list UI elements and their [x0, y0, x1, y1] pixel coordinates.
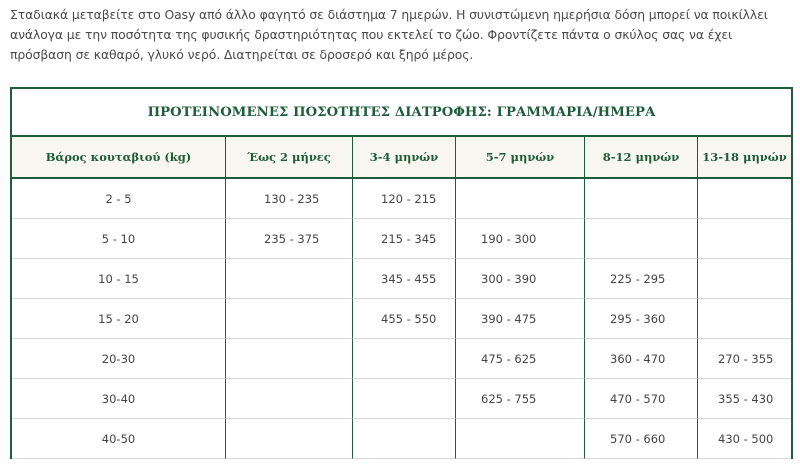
portion-cell: [226, 299, 353, 339]
portion-cell: 270 - 355: [698, 339, 791, 379]
portion-cell: 430 - 500: [698, 419, 791, 459]
portion-cell: 470 - 570: [585, 379, 698, 419]
weight-cell: 15 - 20: [12, 299, 226, 339]
header-13-18-months: 13-18 μηνών: [702, 150, 787, 164]
portion-cell: [226, 339, 353, 379]
portion-cell: 355 - 430: [698, 379, 791, 419]
feeding-table: [10, 87, 793, 459]
portion-cell: [353, 419, 456, 459]
header-up-to-2-months: Έως 2 μήνες: [226, 137, 353, 177]
portion-cell: 295 - 360: [585, 299, 698, 339]
table-row: [12, 379, 791, 419]
portion-cell: [698, 259, 791, 299]
portion-cell: [698, 179, 791, 219]
header-8-12-months: 8-12 μηνών: [585, 137, 698, 177]
portion-cell: 215 - 345: [353, 219, 456, 259]
portion-cell: [226, 259, 353, 299]
portion-cell: 130 - 235: [226, 179, 353, 219]
table-row: [12, 259, 791, 299]
table-row: [12, 299, 791, 339]
portion-cell: [456, 419, 585, 459]
intro-paragraph: Σταδιακά μεταβείτε στο Oasy από άλλο φαγητό σε διάστημα 7 ημερών. Η συνιστώμενη ημερήσια δόση μπορεί να ποικίλλει ανάλογα με την ποσότητα της φυσικής δραστηριότητας που εκτελεί το ζώο. Φροντίζετε πάντα ο σκύλος σας να έχει πρόσβαση σε καθαρό, γλυκό νερό. Διατηρείται σε δροσερό και ξηρό μέρος.: [10, 7, 768, 62]
portion-cell: [226, 379, 353, 419]
table-row: [12, 339, 791, 379]
portion-cell: 570 - 660: [585, 419, 698, 459]
portion-cell: 120 - 215: [353, 179, 456, 219]
weight-cell: 5 - 10: [12, 219, 226, 259]
portion-cell: 455 - 550: [353, 299, 456, 339]
portion-cell: [698, 299, 791, 339]
portion-cell: [456, 179, 585, 219]
header-5-7-months: 5-7 μηνών: [456, 137, 585, 177]
weight-cell: 20-30: [12, 339, 226, 379]
portion-cell: 475 - 625: [456, 339, 585, 379]
table-body: [12, 179, 791, 459]
table-row: [12, 419, 791, 459]
portion-cell: 345 - 455: [353, 259, 456, 299]
table-header-row: [12, 137, 791, 179]
portion-cell: 390 - 475: [456, 299, 585, 339]
portion-cell: [585, 179, 698, 219]
portion-cell: 235 - 375: [226, 219, 353, 259]
portion-cell: [226, 419, 353, 459]
portion-cell: [585, 219, 698, 259]
portion-cell: [698, 219, 791, 259]
portion-cell: 360 - 470: [585, 339, 698, 379]
header-weight: Βάρος κουταβιού (kg): [12, 137, 226, 177]
portion-cell: [353, 379, 456, 419]
portion-cell: 225 - 295: [585, 259, 698, 299]
weight-cell: 40-50: [12, 419, 226, 459]
weight-cell: 2 - 5: [12, 179, 226, 219]
header-3-4-months: 3-4 μηνών: [353, 137, 456, 177]
portion-cell: 300 - 390: [456, 259, 585, 299]
table-row: [12, 179, 791, 219]
table-title: ΠΡΟΤΕΙΝΟΜΕΝΕΣ ΠΟΣΟΤΗΤΕΣ ΔΙΑΤΡΟΦΗΣ: ΓΡΑΜΜΑΡΙΑ/ΗΜΕΡΑ: [12, 89, 791, 137]
weight-cell: 10 - 15: [12, 259, 226, 299]
weight-cell: 30-40: [12, 379, 226, 419]
portion-cell: 190 - 300: [456, 219, 585, 259]
portion-cell: 625 - 755: [456, 379, 585, 419]
table-row: [12, 219, 791, 259]
portion-cell: [353, 339, 456, 379]
